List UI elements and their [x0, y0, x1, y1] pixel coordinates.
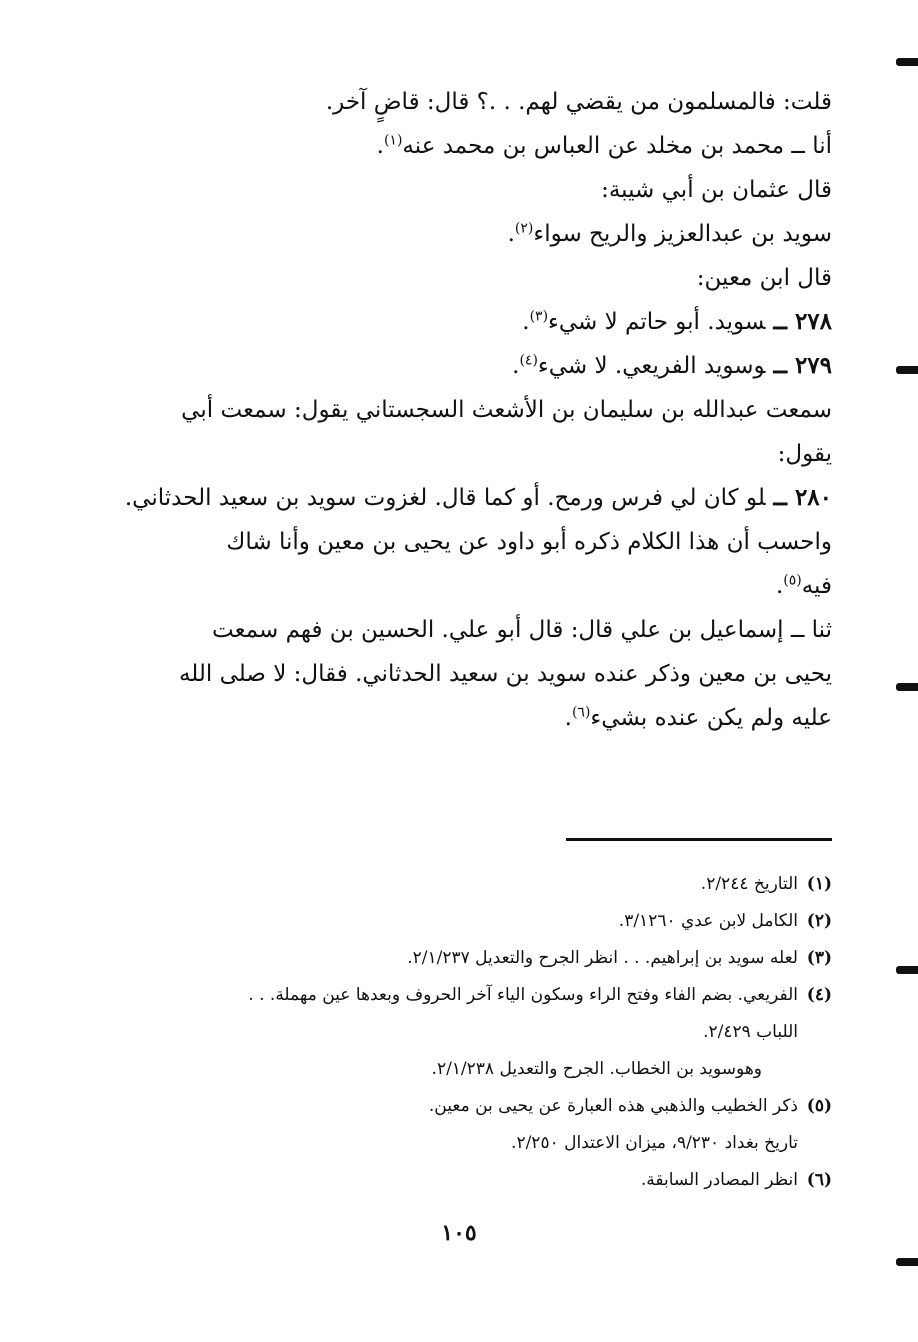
- text-line: يقول:: [777, 441, 832, 467]
- scan-edge-mark: [896, 683, 918, 691]
- text-line: ثنا ــ إسماعيل بن علي قال: قال أبو علي. الحسين بن فهم سمعت: [212, 617, 832, 643]
- footnote-text: الكامل لابن عدي ٣/١٢٦٠.: [618, 911, 798, 931]
- text-span: عليه ولم يكن عنده بشيء: [590, 705, 832, 731]
- footnote-number: (٦): [806, 1170, 832, 1190]
- footnote: [160, 903, 832, 940]
- footnotes: [160, 866, 832, 1199]
- footnote-marker: (١): [383, 132, 403, 149]
- footnote-marker: (٢): [514, 220, 534, 237]
- footnote-continuation: اللباب ٢/٤٢٩.: [703, 1022, 798, 1042]
- entry-278: [88, 300, 832, 344]
- footnote-text: انظر المصادر السابقة.: [640, 1170, 798, 1190]
- period: .: [376, 133, 384, 159]
- entry-number: ٢٧٨ ــ: [773, 308, 832, 335]
- scan-edge-mark: [896, 1258, 918, 1266]
- footnote-text: لعله سويد بن إبراهيم. . . انظر الجرح والتعديل ٢/١/٢٣٧.: [407, 948, 798, 968]
- main-text: [88, 80, 832, 740]
- entry-text: سويد. أبو حاتم لا شيء: [548, 309, 766, 335]
- footnote-number: (١): [806, 874, 832, 894]
- text-span: سويد بن عبدالعزيز والريح سواء: [533, 221, 832, 247]
- footnote: [160, 940, 832, 977]
- entry-text: وسويد الفريعي. لا شيء: [537, 353, 766, 379]
- footnote-marker: (٣): [529, 308, 549, 325]
- text-line: [88, 212, 832, 256]
- scan-edge-mark: [896, 58, 918, 66]
- entry-text: لو كان لي فرس ورمح. أو كما قال. لغزوت سويد بن سعيد الحدثاني.: [124, 485, 766, 511]
- text-line: قال ابن معين:: [696, 265, 832, 291]
- entry-number: ٢٧٩ ــ: [773, 352, 832, 379]
- text-span: أنا ــ محمد بن مخلد عن العباس بن محمد عنه: [402, 133, 832, 159]
- footnote: [160, 1162, 832, 1199]
- footnote-number: (٢): [806, 911, 832, 931]
- text-line: قال عثمان بن أبي شيبة:: [601, 177, 832, 203]
- text-line: قلت: فالمسلمون من يقضي لهم. . .؟ قال: قاضٍ آخر.: [325, 89, 832, 115]
- footnote: [160, 866, 832, 903]
- footnote-text: الفريعي. بضم الفاء وفتح الراء وسكون الياء آخر الحروف وبعدها عين مهملة. . .: [248, 985, 798, 1005]
- scan-edge-mark: [896, 366, 918, 374]
- footnote-text: ذكر الخطيب والذهبي هذه العبارة عن يحيى بن معين.: [428, 1096, 798, 1116]
- entry-279: [88, 344, 832, 388]
- text-line: سمعت عبدالله بن سليمان بن الأشعث السجستاني يقول: سمعت أبي: [181, 397, 832, 423]
- footnote-continuation: وهوسويد بن الخطاب. الجرح والتعديل ٢/١/٢٣٨.: [431, 1059, 762, 1079]
- footnote: [160, 1088, 832, 1125]
- period: .: [507, 221, 515, 247]
- text-line: [88, 696, 832, 740]
- text-line: يحيى بن معين وذكر عنده سويد بن سعيد الحدثاني. فقال: لا صلى الله: [178, 661, 832, 687]
- period: .: [564, 705, 572, 731]
- entry-number: ٢٨٠ ــ: [773, 484, 832, 511]
- footnote-continuation: تاريخ بغداد ٩/٢٣٠، ميزان الاعتدال ٢/٢٥٠.: [511, 1133, 798, 1153]
- text-line: واحسب أن هذا الكلام ذكره أبو داود عن يحيى بن معين وأنا شاك: [226, 529, 832, 555]
- period: .: [775, 573, 784, 599]
- footnote-marker: (٤): [519, 352, 538, 369]
- page-number: ١٠٥: [441, 1220, 477, 1246]
- period: .: [512, 353, 520, 379]
- footnote-marker: (٦): [571, 704, 591, 721]
- entry-280: [88, 476, 832, 520]
- text-span: فيه: [801, 573, 832, 599]
- period: .: [522, 309, 530, 335]
- footnote-number: (٣): [806, 948, 832, 968]
- scan-edge-mark: [896, 966, 918, 974]
- footnote-number: (٤): [806, 985, 832, 1005]
- footnote-text: التاريخ ٢/٢٤٤.: [700, 874, 798, 894]
- footnote-number: (٥): [806, 1096, 832, 1116]
- text-line: [88, 564, 832, 608]
- text-line: [88, 124, 832, 168]
- footnote: [160, 977, 832, 1014]
- footnote-marker: (٥): [783, 572, 802, 589]
- footnote-separator: [566, 838, 832, 841]
